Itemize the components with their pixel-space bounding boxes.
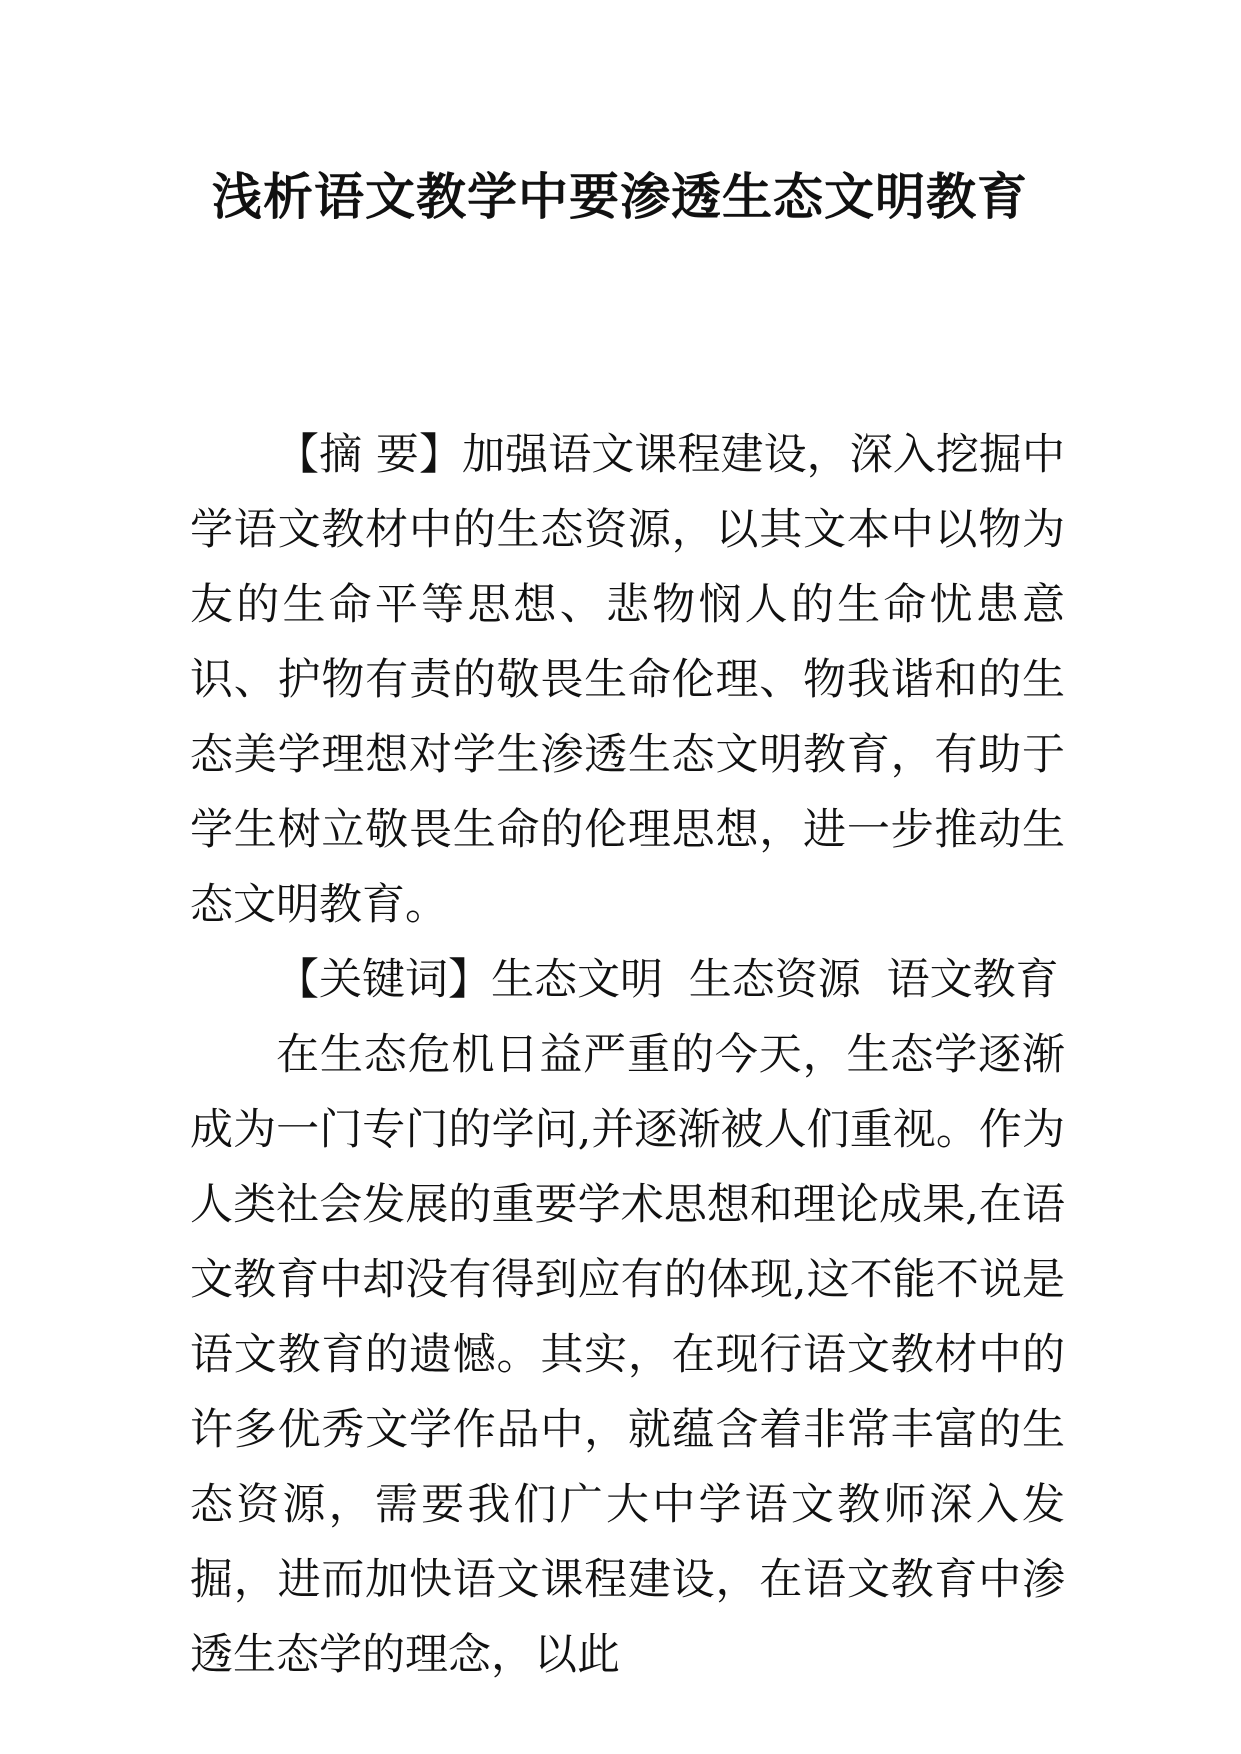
keyword-item: 生态文明 bbox=[491, 955, 663, 1005]
keywords-label: 【关键词】 bbox=[276, 955, 491, 1005]
abstract-text: 加强语文课程建设，深入挖掘中学语文教材中的生态资源，以其文本中以物为友的生命平等思想、悲物悯人的生命忧患意识、护物有责的敬畏生命伦理、物我谐和的生态美学理想对学生渗透生态文明教育，有助于学生树立敬畏生命的伦理思想，进一步推动生态文明教育。 bbox=[190, 430, 1066, 930]
document-title: 浅析语文教学中要渗透生态文明教育 bbox=[212, 168, 1028, 226]
document-body bbox=[190, 418, 1065, 1693]
keywords-paragraph bbox=[190, 943, 1065, 1018]
body-paragraph: 在生态危机日益严重的今天，生态学逐渐成为一门专门的学问,并逐渐被人们重视。作为人类社会发展的重要学术思想和理论成果,在语文教育中却没有得到应有的体现,这不能不说是语文教育的遗憾。其实，在现行语文教材中的许多优秀文学作品中，就蕴含着非常丰富的生态资源，需要我们广大中学语文教师深入发掘，进而加快语文课程建设，在语文教育中渗透生态学的理念，以此 bbox=[190, 1030, 1065, 1680]
abstract-paragraph bbox=[190, 418, 1065, 943]
keyword-item: 生态资源 bbox=[688, 955, 861, 1005]
keyword-item: 语文教育 bbox=[886, 955, 1059, 1005]
abstract-label: 【摘 要】 bbox=[276, 430, 463, 480]
